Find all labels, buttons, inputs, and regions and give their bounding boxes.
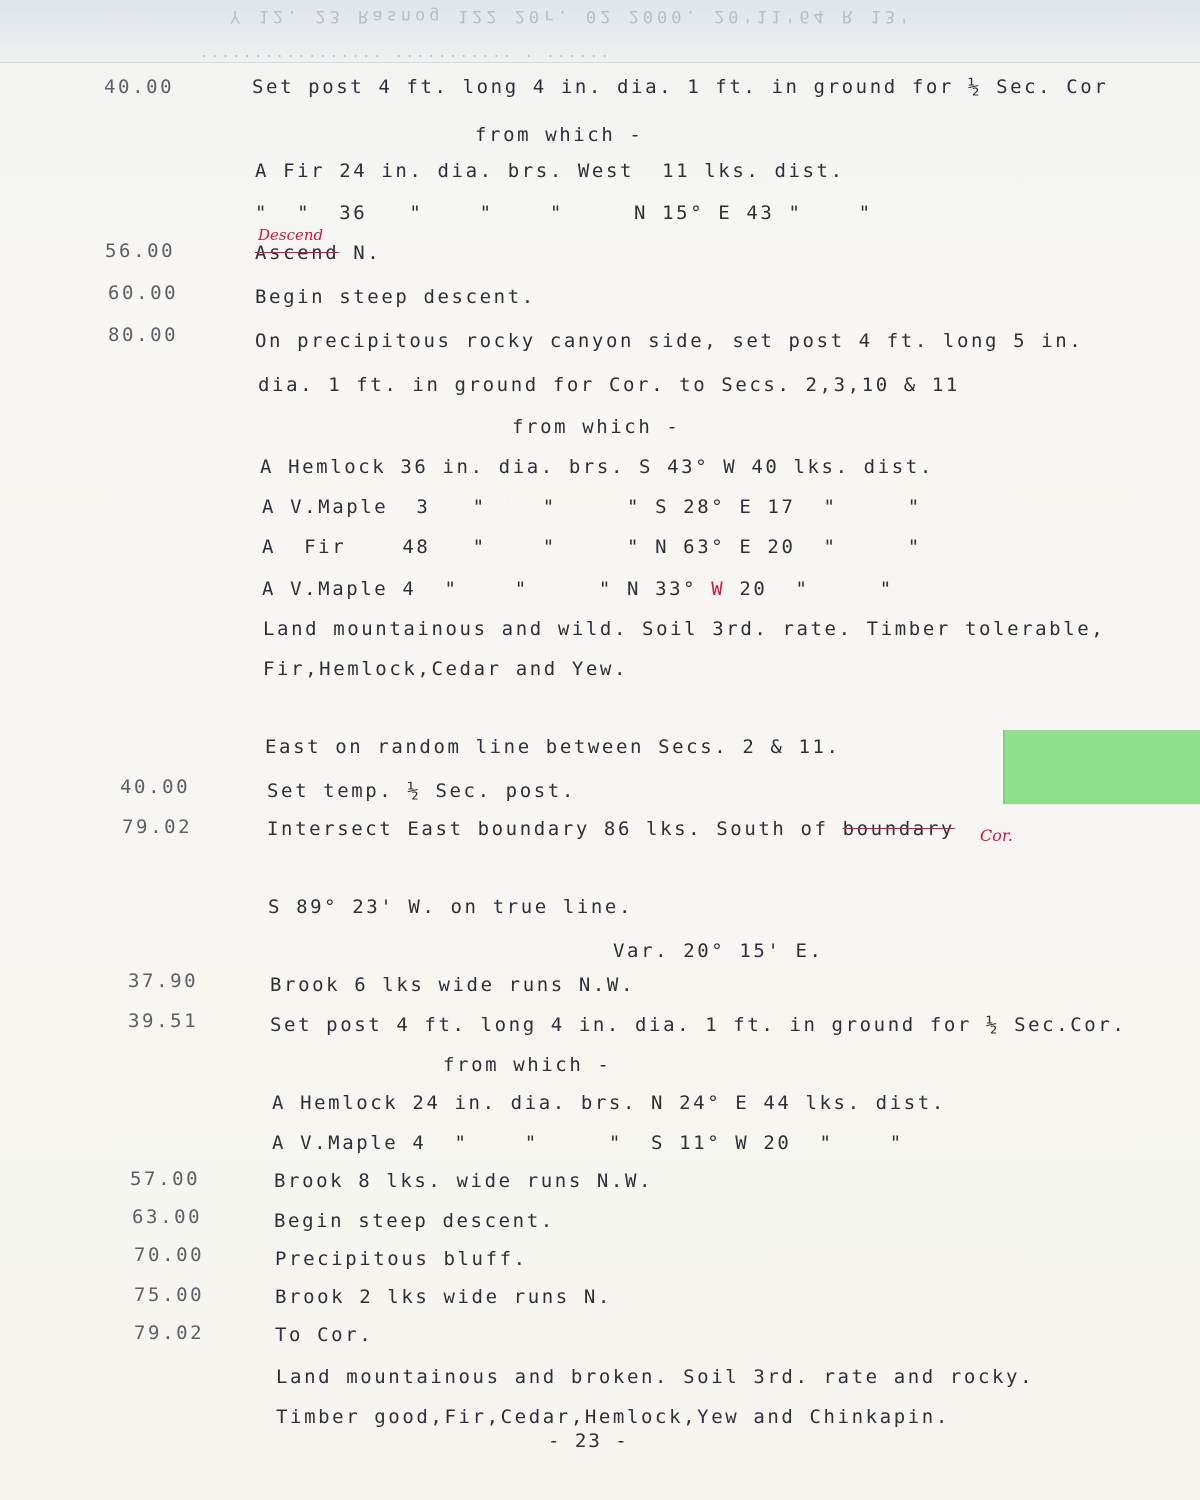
field-note-line: Intersect East boundary 86 lks. South of boundary [267,818,955,840]
chainage: 57.00 [130,1168,201,1190]
field-note-line: On precipitous rocky canyon side, set post 4 ft. long 5 in. [255,330,1084,352]
field-note-line: A Fir 48 " " " N 63° E 20 " " [262,536,922,558]
field-note-line: from which - [475,124,644,146]
page-number: - 23 - [548,1430,629,1452]
chainage: 39.51 [128,1010,199,1032]
field-note-line: Begin steep descent. [274,1210,555,1232]
field-note-line: from which - [443,1054,612,1076]
field-note-line: To Cor. [275,1324,374,1346]
field-note-line: Ascend N. [255,242,382,264]
field-note-line: Set post 4 ft. long 4 in. dia. 1 ft. in ground for ½ Sec.Cor. [270,1014,1127,1036]
field-note-line: Precipitous bluff. [275,1248,528,1270]
field-note-line: Brook 6 lks wide runs N.W. [270,974,636,996]
chainage: 80.00 [108,324,179,346]
field-note-line: Set temp. ½ Sec. post. [267,780,576,802]
chainage: 79.02 [122,816,193,838]
field-note-line: Land mountainous and broken. Soil 3rd. rate and rocky. [276,1366,1035,1388]
field-note-line: A Fir 24 in. dia. brs. West 11 lks. dist. [255,160,845,182]
field-note-line: S 89° 23' W. on true line. [268,896,634,918]
chainage: 40.00 [120,776,191,798]
field-note-line: Timber good,Fir,Cedar,Hemlock,Yew and Chinkapin. [276,1406,950,1428]
bleed-through-text: Y 12. 23 Rasnog 122 20r. 02 2000. 20'11'64 R 13' [230,6,914,26]
chainage: 60.00 [108,282,179,304]
field-note-line: Brook 2 lks wide runs N. [275,1286,612,1308]
field-note-line: A Hemlock 24 in. dia. brs. N 24° E 44 lks. dist. [272,1092,946,1114]
field-note-line: A V.Maple 3 " " " S 28° E 17 " " [262,496,922,518]
field-note-line: A V.Maple 4 " " " S 11° W 20 " " [272,1132,904,1154]
handwritten-correction: Descend [258,226,324,244]
field-note-line: A Hemlock 36 in. dia. brs. S 43° W 40 lks. dist. [260,456,934,478]
field-note-line: Land mountainous and wild. Soil 3rd. rate. Timber tolerable, [263,618,1106,640]
field-note-line: East on random line between Secs. 2 & 11. [265,736,841,758]
chainage: 79.02 [134,1322,205,1344]
field-note-line: Set post 4 ft. long 4 in. dia. 1 ft. in ground for ½ Sec. Cor [252,76,1109,98]
chainage: 75.00 [134,1284,205,1306]
chainage: 40.00 [104,76,175,98]
field-note-line: Fir,Hemlock,Cedar and Yew. [263,658,629,680]
field-note-line: " " 36 " " " N 15° E 43 " " [255,202,873,224]
chainage: 37.90 [128,970,199,992]
field-note-line: Brook 8 lks. wide runs N.W. [274,1170,654,1192]
field-note-line: Begin steep descent. [255,286,536,308]
handwritten-correction: W [711,578,726,600]
field-note-line: dia. 1 ft. in ground for Cor. to Secs. 2,3,10 & 11 [258,374,960,396]
field-note-line: A V.Maple 4 " " " N 33° W 20 " " [262,578,894,600]
chainage: 63.00 [132,1206,203,1228]
field-note-line: Var. 20° 15' E. [613,940,824,962]
green-sticky-tab [1003,730,1200,804]
chainage: 70.00 [134,1244,205,1266]
handwritten-correction: Cor. [980,826,1013,845]
chainage: 56.00 [105,240,176,262]
field-note-line: from which - [512,416,681,438]
bleed-through-text-2: ................. ........... . ...... [200,46,612,61]
